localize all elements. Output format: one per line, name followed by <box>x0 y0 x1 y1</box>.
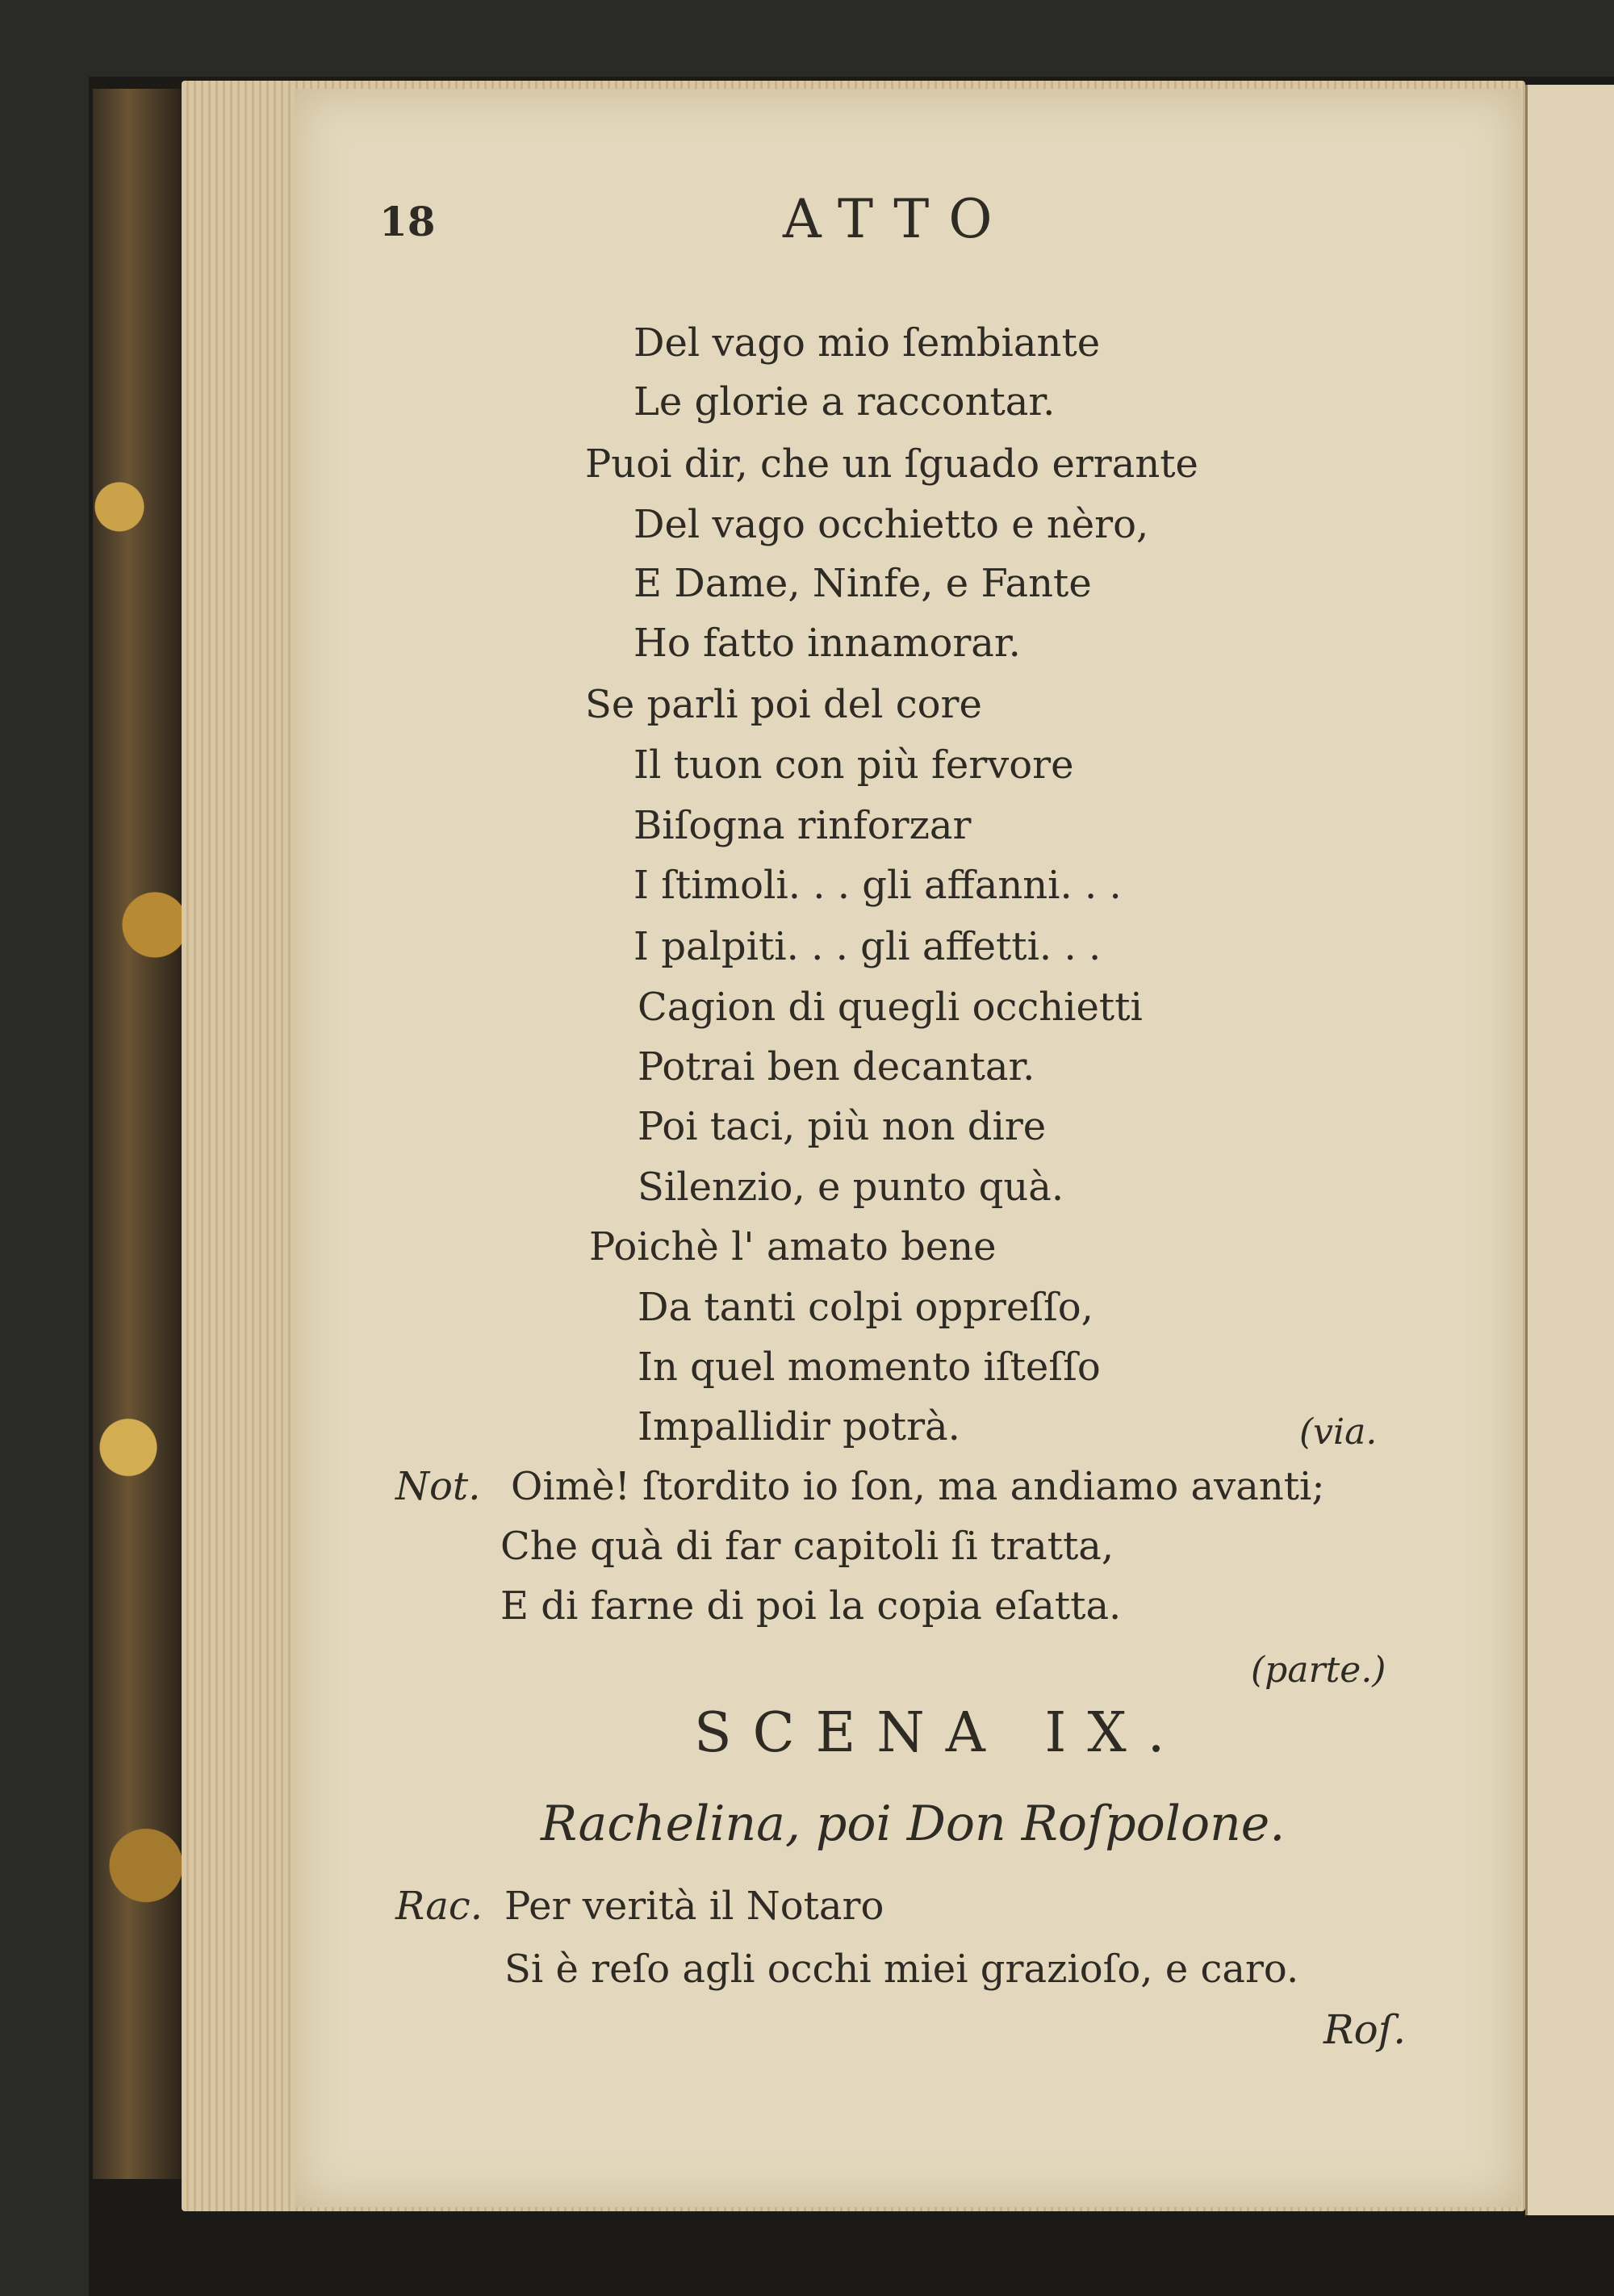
speaker-label: Not. <box>395 1464 481 1509</box>
verse-line: Cagion di quegli occhietti <box>638 985 1143 1030</box>
verse-line: I palpiti. . . gli affetti. . . <box>633 924 1102 969</box>
verse-line: Ho fatto innamorar. <box>633 621 1021 666</box>
verse-line: I ſtimoli. . . gli affanni. . . <box>633 863 1122 908</box>
verse-line: Se parli poi del core <box>585 682 982 727</box>
page-number: 18 <box>379 198 436 245</box>
verse-line: Potrai ben decantar. <box>638 1044 1035 1089</box>
scene-heading: SCENA IX. <box>694 1701 1186 1765</box>
verse-line: Da tanti colpi oppreſſo, <box>638 1285 1093 1330</box>
catchword: Roſ. <box>1323 2006 1407 2053</box>
speech-line: Si è reſo agli occhi miei grazioſo, e caro. <box>504 1947 1299 1992</box>
verse-line: Le glorie a raccontar. <box>633 379 1056 424</box>
verse-line: Del vago mio ſembiante <box>633 320 1101 366</box>
verse-line: Il tuon con più fervore <box>633 742 1074 788</box>
speech-line: Che quà di far capitoli ſi tratta, <box>500 1524 1114 1569</box>
verse-line: Impallidir potrà. <box>638 1404 960 1449</box>
verse-line: E Dame, Ninfe, e Fante <box>633 561 1092 606</box>
running-title: ATTO <box>783 188 1012 250</box>
verse-line: Puoi dir, che un ſguado errante <box>585 441 1198 487</box>
verse-line: Del vago occhietto e nèro, <box>633 502 1149 547</box>
speech-line: Per verità il Notaro <box>504 1884 884 1929</box>
speech-line: Oimè! ſtordito io ſon, ma andiamo avanti; <box>511 1464 1325 1509</box>
scene-characters: Rachelina, poi Don Roſpolone. <box>541 1796 1286 1852</box>
speaker-label: Rac. <box>395 1884 483 1929</box>
verse-line: In quel momento iſteſſo <box>638 1345 1101 1390</box>
speech-line: E di farne di poi la copia eſatta. <box>500 1583 1122 1629</box>
stage-direction: (via. <box>1299 1411 1378 1453</box>
stage-direction: (parte.) <box>1251 1650 1386 1691</box>
verse-line: Biſogna rinforzar <box>633 803 972 848</box>
verse-line: Poichè l' amato bene <box>589 1224 997 1269</box>
verse-line: Poi taci, più non dire <box>638 1104 1047 1149</box>
verse-line: Silenzio, e punto quà. <box>638 1165 1064 1210</box>
